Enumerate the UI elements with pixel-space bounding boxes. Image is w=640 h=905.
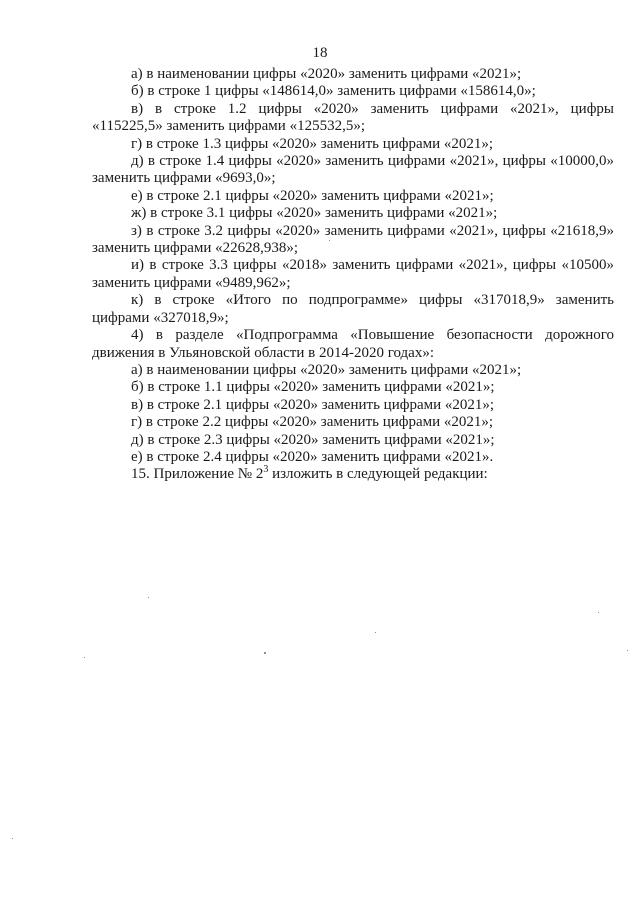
scan-speck: [84, 657, 85, 658]
amendment-item-d: д) в строке 1.4 цифры «2020» заменить цифрами «2021», цифры «10000,0» заменить цифрами «9693,0»;: [92, 153, 614, 187]
amendment-item-e: е) в строке 2.1 цифры «2020» заменить цифрами «2021»;: [131, 187, 494, 204]
page-number: 18: [312, 45, 328, 61]
section-4-item-e: е) в строке 2.4 цифры «2020» заменить цифрами «2021».: [131, 448, 494, 465]
scan-speck: [148, 597, 149, 598]
section-4-item-a: а) в наименовании цифры «2020» заменить цифрами «2021»;: [131, 361, 522, 378]
scan-speck: [12, 838, 13, 839]
amendment-item-a: а) в наименовании цифры «2020» заменить цифрами «2021»;: [131, 66, 522, 82]
section-4-heading: 4) в разделе «Подпрограмма «Повышение безопасности дорожного движения в Ульяновской области в 2014-2020 годах»:: [92, 327, 614, 361]
item-15-superscript: 3: [263, 464, 269, 476]
amendment-item-zh: ж) в строке 3.1 цифры «2020» заменить цифрами «2021»;: [131, 205, 498, 222]
amendment-item-g: г) в строке 1.3 цифры «2020» заменить цифрами «2021»;: [131, 135, 494, 152]
amendment-item-k: к) в строке «Итого по подпрограмме» цифры «317018,9» заменить цифрами «327018,9»;: [92, 292, 614, 326]
amendment-item-z: з) в строке 3.2 цифры «2020» заменить цифрами «2021», цифры «21618,9» заменить цифрами «22628,938»;: [92, 222, 614, 257]
section-4-item-g: г) в строке 2.2 цифры «2020» заменить цифрами «2021»;: [131, 414, 494, 431]
scan-speck: [627, 650, 628, 651]
scan-speck: [598, 612, 599, 613]
item-15-text-before: 15. Приложение № 2: [131, 466, 264, 483]
item-15-text-after: изложить в следующей редакции:: [268, 466, 488, 483]
section-4-item-v: в) в строке 2.1 цифры «2020» заменить цифрами «2021»;: [131, 396, 495, 413]
amendment-item-v: в) в строке 1.2 цифры «2020» заменить цифрами «2021», цифры «115225,5» заменить цифрами «125532,5»;: [92, 100, 614, 135]
section-4-item-d: д) в строке 2.3 цифры «2020» заменить цифрами «2021»;: [131, 431, 495, 448]
scan-speck: [375, 632, 376, 633]
item-15-appendix: [92, 466, 614, 483]
scan-speck: [264, 652, 266, 654]
amendment-item-b: б) в строке 1 цифры «148614,0» заменить цифрами «158614,0»;: [131, 83, 536, 100]
amendment-item-i: и) в строке 3.3 цифры «2018» заменить цифрами «2021», цифры «10500» заменить цифрами «9489,962»;: [92, 257, 614, 291]
scan-speck: [329, 240, 330, 241]
document-body: [92, 66, 614, 484]
section-4-item-b: б) в строке 1.1 цифры «2020» заменить цифрами «2021»;: [131, 379, 495, 396]
